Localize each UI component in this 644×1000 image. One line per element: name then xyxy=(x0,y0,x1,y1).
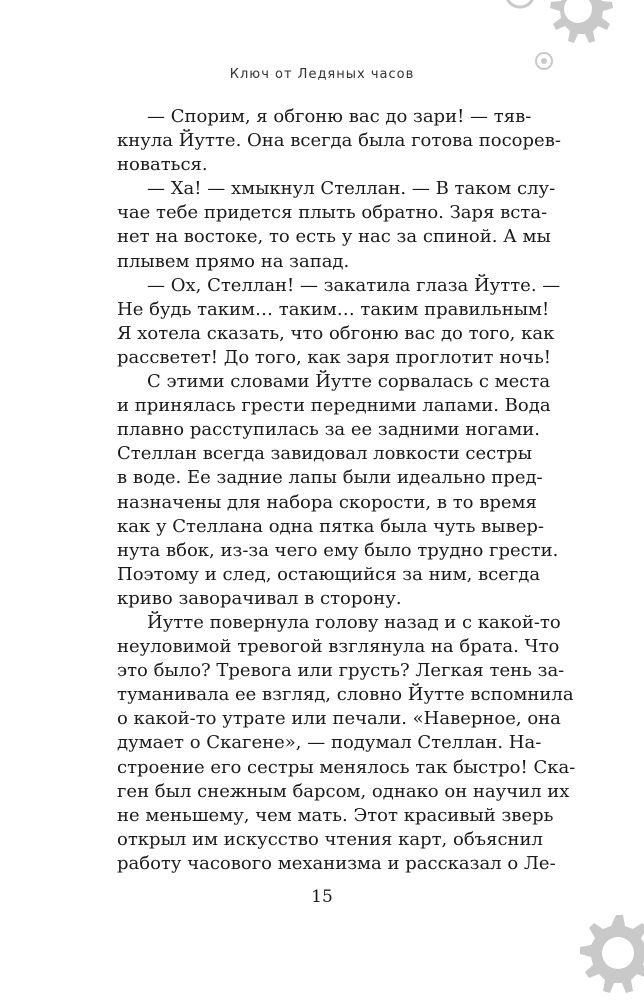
text-line: о какой-то утрате или печали. «Наверное, она xyxy=(117,708,561,730)
text-line: Я хотела сказать, что обгоню вас до того, как xyxy=(117,322,555,344)
paragraph xyxy=(117,611,576,876)
text-line: Стеллан всегда завидовал ловкости сестры xyxy=(117,443,533,465)
text-line: нута вбок, из-за чего ему было трудно грести. xyxy=(117,539,559,561)
text-line: кнула Йутте. Она всегда была готова посорев- xyxy=(117,130,561,152)
text-line: как у Стеллана одна пятка была чуть вывер- xyxy=(117,515,544,537)
gear-icon-bottom xyxy=(556,905,644,1000)
text-line: это было? Тревога или грусть? Легкая тень за- xyxy=(117,660,565,682)
text-line: плавно расступилась за ее задними ногами. xyxy=(117,419,540,441)
text-line: и принялась грести передними лапами. Вода xyxy=(117,395,551,417)
text-line: в воде. Ее задние лапы были идеально пред- xyxy=(117,467,543,489)
text-line: думает о Скагене», — подумал Стеллан. На- xyxy=(117,732,542,754)
text-line: нет на востоке, то есть у нас за спиной. А мы xyxy=(117,226,551,248)
text-line: Поэтому и след, остающийся за ним, всегда xyxy=(117,563,541,585)
paragraph xyxy=(117,274,561,370)
paragraph xyxy=(117,177,556,273)
text-line: плывем прямо на запад. xyxy=(117,250,350,272)
text-line: — Ох, Стеллан! — закатила глаза Йутте. — xyxy=(147,274,561,296)
paragraph xyxy=(117,105,561,177)
text-line: Не будь таким… таким… таким правильным! xyxy=(117,298,550,320)
text-line: неуловимой тревогой взглянула на брата. Что xyxy=(117,636,560,658)
text-line: криво заворачивал в сторону. xyxy=(117,587,402,609)
running-head: Ключ от Ледяных часов xyxy=(229,67,415,82)
text-line: новаться. xyxy=(117,154,208,176)
text-line: не меньшему, чем мать. Этот красивый зверь xyxy=(117,804,554,826)
text-line: работу часового механизма и рассказал о Ле- xyxy=(117,852,556,874)
text-line: чае тебе придется плыть обратно. Заря вста- xyxy=(117,202,548,224)
paragraph xyxy=(117,370,559,611)
text-line: туманивала ее взгляд, словно Йутте вспомнила xyxy=(117,684,574,706)
gear-icon-large xyxy=(500,0,644,75)
text-line: открыл им искусство чтения карт, объяснил xyxy=(117,828,543,850)
text-line: рассветет! До того, как заря проглотит ночь! xyxy=(117,346,551,368)
text-line: — Спорим, я обгоню вас до зари! — тяв- xyxy=(147,106,532,127)
text-line: назначены для набора скорости, в то время xyxy=(117,491,537,513)
text-line: строение его сестры менялось так быстро! Ска- xyxy=(117,756,576,778)
text-line: ген был снежным барсом, однако он научил их xyxy=(117,780,570,802)
page-number: 15 xyxy=(311,887,333,907)
text-line: — Ха! — хмыкнул Стеллан. — В таком слу- xyxy=(147,178,556,200)
text-line: С этими словами Йутте сорвалась с места xyxy=(147,371,551,393)
body-text xyxy=(117,105,576,876)
text-line: Йутте повернула голову назад и с какой-то xyxy=(147,611,561,633)
